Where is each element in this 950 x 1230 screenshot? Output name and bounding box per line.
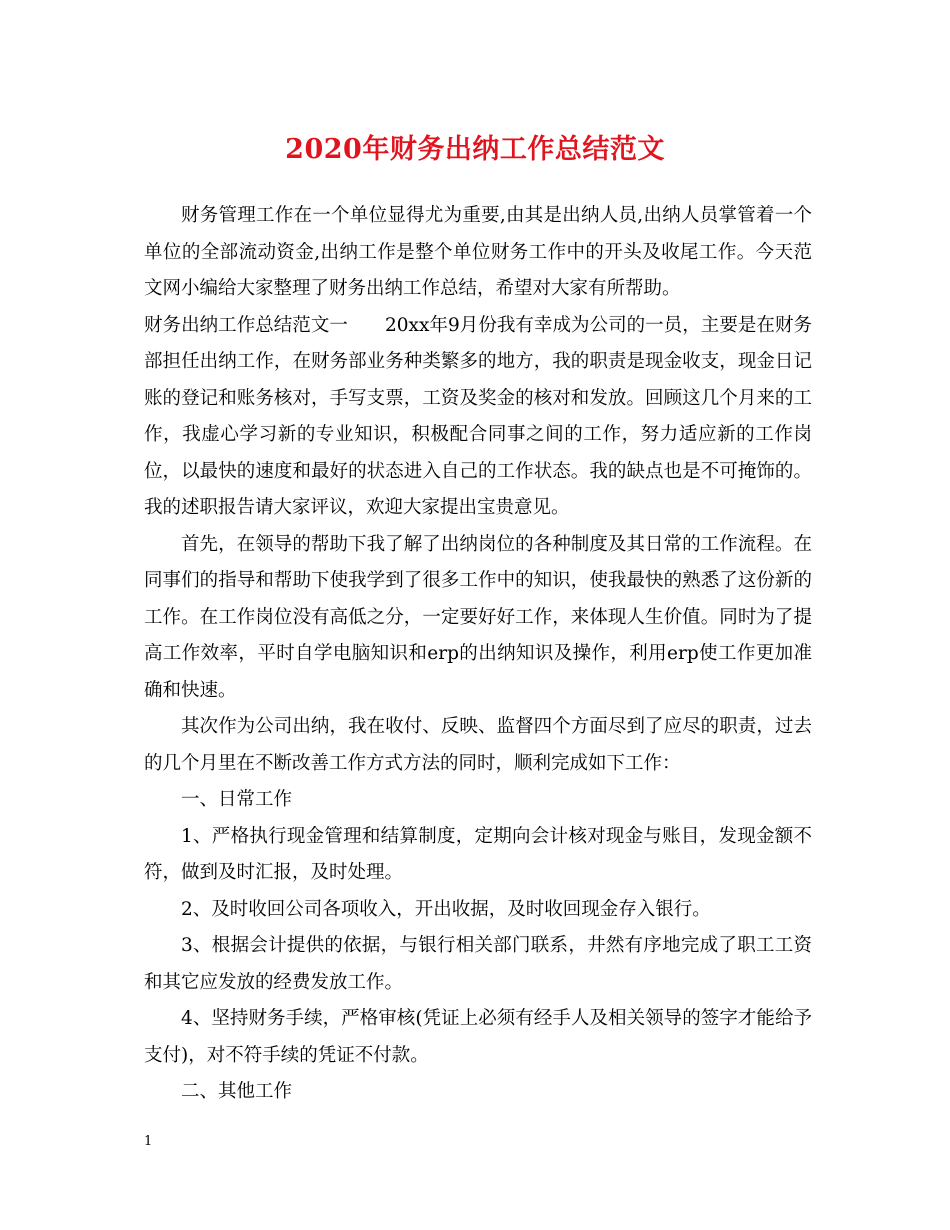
paragraph-second: 其次作为公司出纳，我在收付、反映、监督四个方面尽到了应尽的职责，过去的几个月里在不断改善工作方式方法的同时，顺利完成如下工作： — [144, 716, 812, 774]
document-body — [144, 198, 812, 1111]
list-item: 1、严格执行现金管理和结算制度，定期向会计核对现金与账目，发现金额不符，做到及时汇报，及时处理。 — [144, 825, 812, 883]
page-number: 1 — [144, 1134, 153, 1149]
list-item: 2、及时收回公司各项收入，开出收据，及时收回现金存入银行。 — [181, 898, 711, 920]
paragraph-sample-one: 财务出纳工作总结范文一 20xx年9月份我有幸成为公司的一员，主要是在财务部担任出纳工作，在财务部业务种类繁多的地方，我的职责是现金收支，现金日记账的登记和账务核对，手写支票，工资及奖金的核对和发放。回顾这几个月来的工作，我虚心学习新的专业知识，积极配合同事之间的工作，努力适应新的工作岗位，以最快的速度和最好的状态进入自己的工作状态。我的缺点也是不可掩饰的。我的述职报告请大家评议，欢迎大家提出宝贵意见。 — [144, 314, 812, 518]
paragraph-first: 首先，在领导的帮助下我了解了出纳岗位的各种制度及其日常的工作流程。在同事们的指导和帮助下使我学到了很多工作中的知识，使我最快的熟悉了这份新的工作。在工作岗位没有高低之分，一定要好好工作，来体现人生价值。同时为了提高工作效率，平时自学电脑知识和erp的出纳知识及操作，利用erp使工作更加准确和快速。 — [144, 533, 812, 701]
section-heading-daily-work: 一、日常工作 — [181, 789, 293, 810]
document-title: 2020年财务出纳工作总结范文 — [285, 134, 665, 165]
paragraph-intro: 财务管理工作在一个单位显得尤为重要,由其是出纳人员,出纳人员掌管着一个单位的全部流动资金,出纳工作是整个单位财务工作中的开头及收尾工作。今天范文网小编给大家整理了财务出纳工作总结，希望对大家有所帮助。 — [144, 205, 812, 299]
list-item: 3、根据会计提供的依据，与银行相关部门联系，井然有序地完成了职工工资和其它应发放的经费发放工作。 — [144, 935, 812, 993]
list-item: 4、坚持财务手续，严格审核(凭证上必须有经手人及相关领导的签字才能给予支付)，对不符手续的凭证不付款。 — [144, 1008, 812, 1066]
section-heading-other-work: 二、其他工作 — [181, 1081, 293, 1102]
